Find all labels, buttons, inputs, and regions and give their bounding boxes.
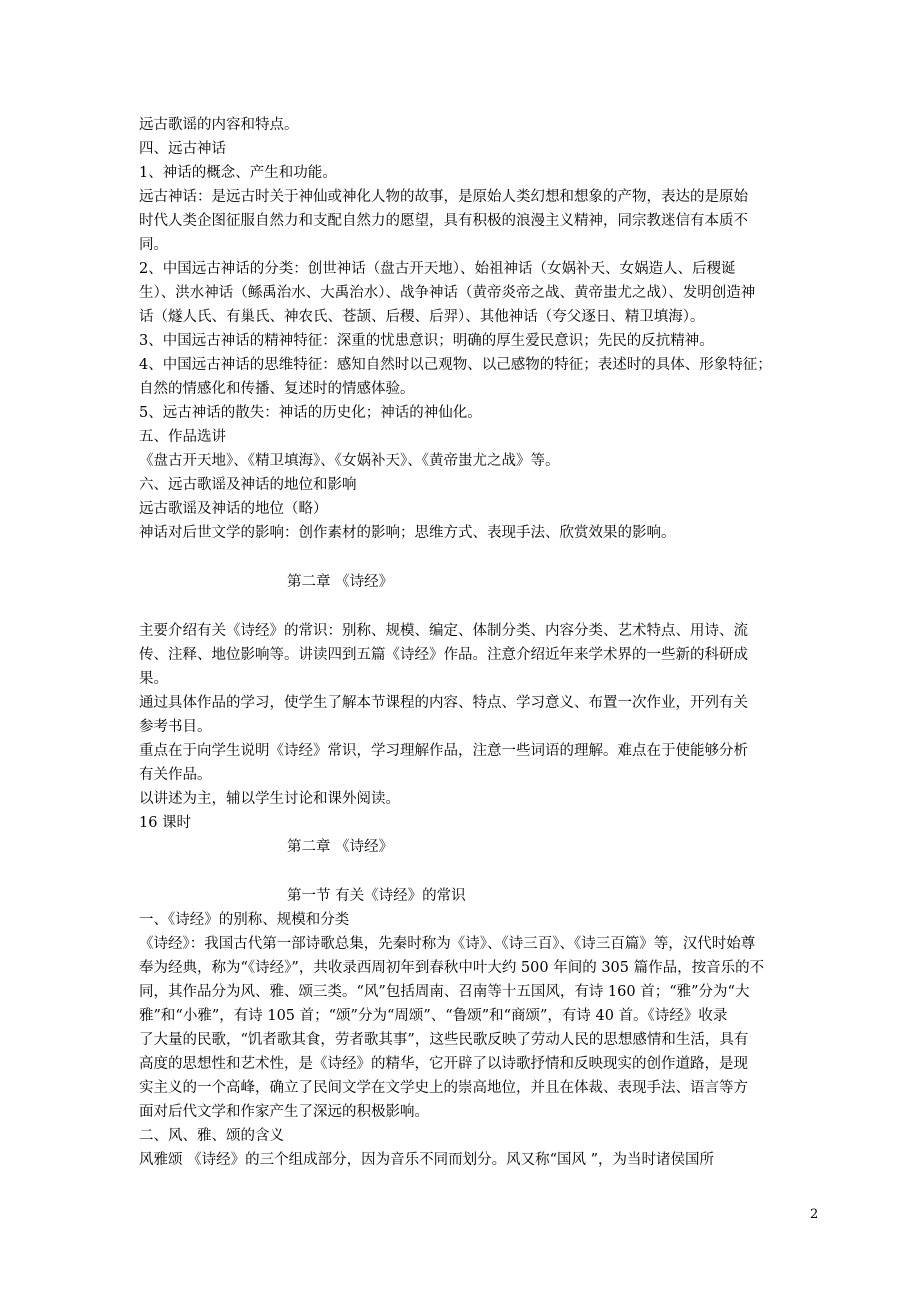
section-heading: 四、远古神话 <box>139 141 226 157</box>
text-line: 参考书目。 <box>139 719 212 735</box>
text-line: 重点在于向学生说明《诗经》常识，学习理解作品，注意一些词语的理解。难点在于使能够分析 <box>139 743 748 759</box>
text-line: 同。 <box>139 237 168 253</box>
text-line: 高度的思想性和艺术性，是《诗经》的精华，它开辟了以诗歌抒情和反映现实的创作道路，是现 <box>139 1056 748 1072</box>
text-line: 4、中国远古神话的思维特征：感知自然时以己观物、以己感物的特征；表述时的具体、形象特征； <box>139 357 772 373</box>
text-line: 5、远古神话的散失：神话的历史化；神话的神仙化。 <box>139 405 482 421</box>
text-line: 传、注释、地位影响等。讲读四到五篇《诗经》作品。注意介绍近年来学术界的一些新的科研成 <box>139 647 748 663</box>
text-line: 2、中国远古神话的分类：创世神话（盘古开天地）、始祖神话（女娲补天、女娲造人、后稷诞 <box>139 261 736 277</box>
text-line: 风雅颂 《诗经》的三个组成部分，因为音乐不同而划分。风又称“国风 ”，为当时诸侯国所 <box>139 1152 715 1168</box>
text-line: 话（燧人氏、有巢氏、神农氏、苍颉、后稷、后羿）、其他神话（夸父逐日、精卫填海）。 <box>139 309 705 325</box>
text-line: 实主义的一个高峰，确立了民间文学在文学史上的崇高地位，并且在体裁、表现手法、语言等方 <box>139 1080 748 1096</box>
text-line: 了大量的民歌，“饥者歌其食，劳者歌其事”，这些民歌反映了劳动人民的思想感情和生活，具有 <box>139 1032 749 1048</box>
text-line: 《诗经》：我国古代第一部诗歌总集，先秦时称为《诗》、《诗三百》、《诗三百篇》等，汉代时始尊 <box>139 936 756 952</box>
chapter-title: 第二章 《诗经》 <box>287 574 394 590</box>
text-line: 奉为经典，称为“《诗经》”，共收录西周初年到春秋中叶大约 500 年间的 305 篇作品，按音乐的不 <box>139 960 765 976</box>
section-heading: 二、风、雅、颂的含义 <box>139 1128 284 1144</box>
text-line: 果。 <box>139 671 168 687</box>
text-line: 主要介绍有关《诗经》的常识：别称、规模、编定、体制分类、内容分类、艺术特点、用诗、流 <box>139 623 748 639</box>
text-line: 自然的情感化和传播、复述时的情感体验。 <box>139 381 415 397</box>
page-number: 2 <box>810 1207 819 1222</box>
text-line: 神话对后世文学的影响：创作素材的影响；思维方式、表现手法、欣赏效果的影响。 <box>139 525 676 541</box>
chapter-title: 第二章 《诗经》 <box>287 839 394 855</box>
text-line: 同，其作品分为风、雅、颂三类。“风”包括周南、召南等十五国风，有诗 160 首；“雅”分为“大 <box>139 984 750 1000</box>
text-line: 16 课时 <box>139 815 192 831</box>
section-title: 第一节 有关《诗经》的常识 <box>287 888 466 904</box>
section-heading: 一、《诗经》的别称、规模和分类 <box>139 912 350 928</box>
text-line: 以讲述为主，辅以学生讨论和课外阅读。 <box>139 791 400 807</box>
text-line: 时代人类企图征服自然力和支配自然力的愿望，具有积极的浪漫主义精神，同宗教迷信有本质不 <box>139 213 748 229</box>
text-line: 1、神话的概念、产生和功能。 <box>139 165 337 181</box>
text-line: 面对后代文学和作家产生了深远的积极影响。 <box>139 1104 429 1120</box>
text-line: 远古歌谣及神话的地位（略） <box>139 501 328 517</box>
text-line: 远古神话：是远古时关于神仙或神化人物的故事，是原始人类幻想和想象的产物，表达的是原始 <box>139 189 748 205</box>
section-heading: 五、作品选讲 <box>139 429 226 445</box>
text-line: 生）、洪水神话（鲧禹治水、大禹治水）、战争神话（黄帝炎帝之战、黄帝蚩尤之战）、发明创造神 <box>139 285 756 301</box>
text-line: 远古歌谣的内容和特点。 <box>139 117 299 133</box>
text-line: 雅”和“小雅”，有诗 105 首；“颂”分为“周颂”、“鲁颂”和“商颂”，有诗 40 首。《诗经》收录 <box>139 1008 728 1024</box>
text-line: 有关作品。 <box>139 767 212 783</box>
section-heading: 六、远古歌谣及神话的地位和影响 <box>139 477 357 493</box>
text-line: 《盘古开天地》、《精卫填海》、《女娲补天》、《黄帝蚩尤之战》等。 <box>139 453 560 469</box>
text-line: 3、中国远古神话的精神特征：深重的忧患意识；明确的厚生爱民意识；先民的反抗精神。 <box>139 333 714 349</box>
text-line: 通过具体作品的学习，使学生了解本节课程的内容、特点、学习意义、布置一次作业，开列有关 <box>139 695 748 711</box>
